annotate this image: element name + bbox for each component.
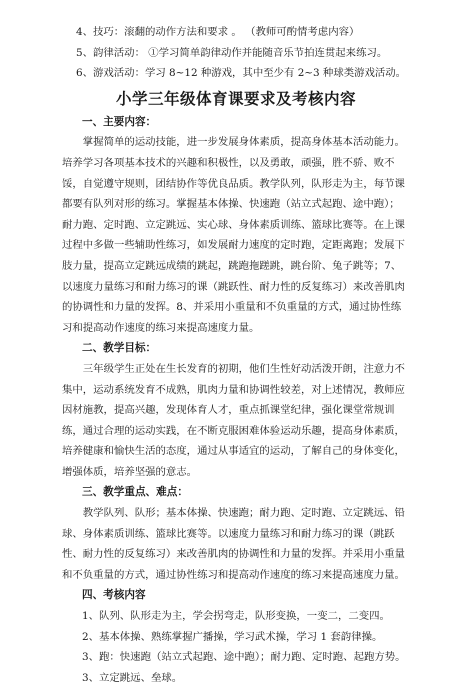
assessment-item: 2、基本体操、熟练掌握广播操，学习武术操，学习 1 套韵律操。 [82,630,383,643]
page-title: 小学三年级体育课要求及考核内容 [115,88,356,108]
section-heading-assessment: 四、考核内容 [82,589,146,602]
top-item-4: 4、技巧：滚翻的动作方法和要求 。 （教师可酌情考虑内容） [76,26,360,38]
section-heading-main-content: 一、主要内容： [82,115,157,128]
section-heading-key-points: 三、教学重点、难点： [82,486,188,499]
top-item-5: 5、韵律活动： ①学习简单韵律动作并能随音乐节拍连贯起来练习。 [76,46,388,59]
section-body-main-content: 掌握简单的运动技能，进一步发展身体素质，提高身体基本活动能力。培养学习各项基本技术的兴趣和积极性，以及勇敢，顽强，胜不骄、败不馁，自觉遵守规则，团结协作等优良品质。教学队列，队形走为主，每节课都要有队列对形的练习。掌握基本体操、快速跑（站立式起跑、途中跑）；耐力跑、定时跑、立定跳远、实心球、身体素质训练、篮球比赛等。在上课过程中多做一些辅助性练习，如发展耐力速度的定时跑，定距离跑；发展下肢力量，提高立定跳远成绩的跳起，跳跑拖蹉跳，跳台阶、兔子跳等；7、以速度力量练习和耐力练习的课（跳跃性、耐力性的反复练习）来改善肌肉的协调性和力量的发挥。8、并采用小重量和不负重量的方式，通过协性练习和提高动作速度的练习来提高速度力量。 [62,136,405,334]
assessment-item: 3、立定跳远、垒球。 [82,671,183,684]
assessment-item: 1、队列、队形走为主，学会拐弯走，队形变换，一变二，二变四。 [82,610,390,623]
section-heading-teaching-goals: 二、教学目标： [82,342,157,355]
top-item-6: 6、游戏活动：学习 8~12 种游戏，其中至少有 2~3 种球类游戏活动。 [76,67,407,80]
section-body-key-points: 教学队列、队形；基本体操、快速跑；耐力跑、定时跑、立定跳远、铅球、身体素质训练、篮球比赛等。以速度力量练习和耐力练习的课（跳跃性、耐力性的反复练习）来改善肌肉的协调性和力量的发挥。并采用小重量和不负重量的方式，通过协性练习和提高动作速度的练习来提高速度力量。 [62,507,405,581]
assessment-item: 3、跑：快速跑（站立式起跑、途中跑）；耐力跑、定时跑、起跑方势。 [82,651,406,664]
section-body-teaching-goals: 三年级学生正处在生长发育的初期，他们生性好动活泼开朗，注意力不集中，运动系统发育不成熟，肌肉力量和协调性较差，对上述情况，教师应因材施教，提高兴趣，发现体育人才，重点抓课堂纪律，强化课堂常规训练，通过合理的运动实践，在不断克服困难体验运动乐趣，提高身体素质，培养健康和愉快生活的态度，通过从事适宜的运动，了解自己的身体变化，增强体质，培养坚强的意志。 [62,362,405,478]
